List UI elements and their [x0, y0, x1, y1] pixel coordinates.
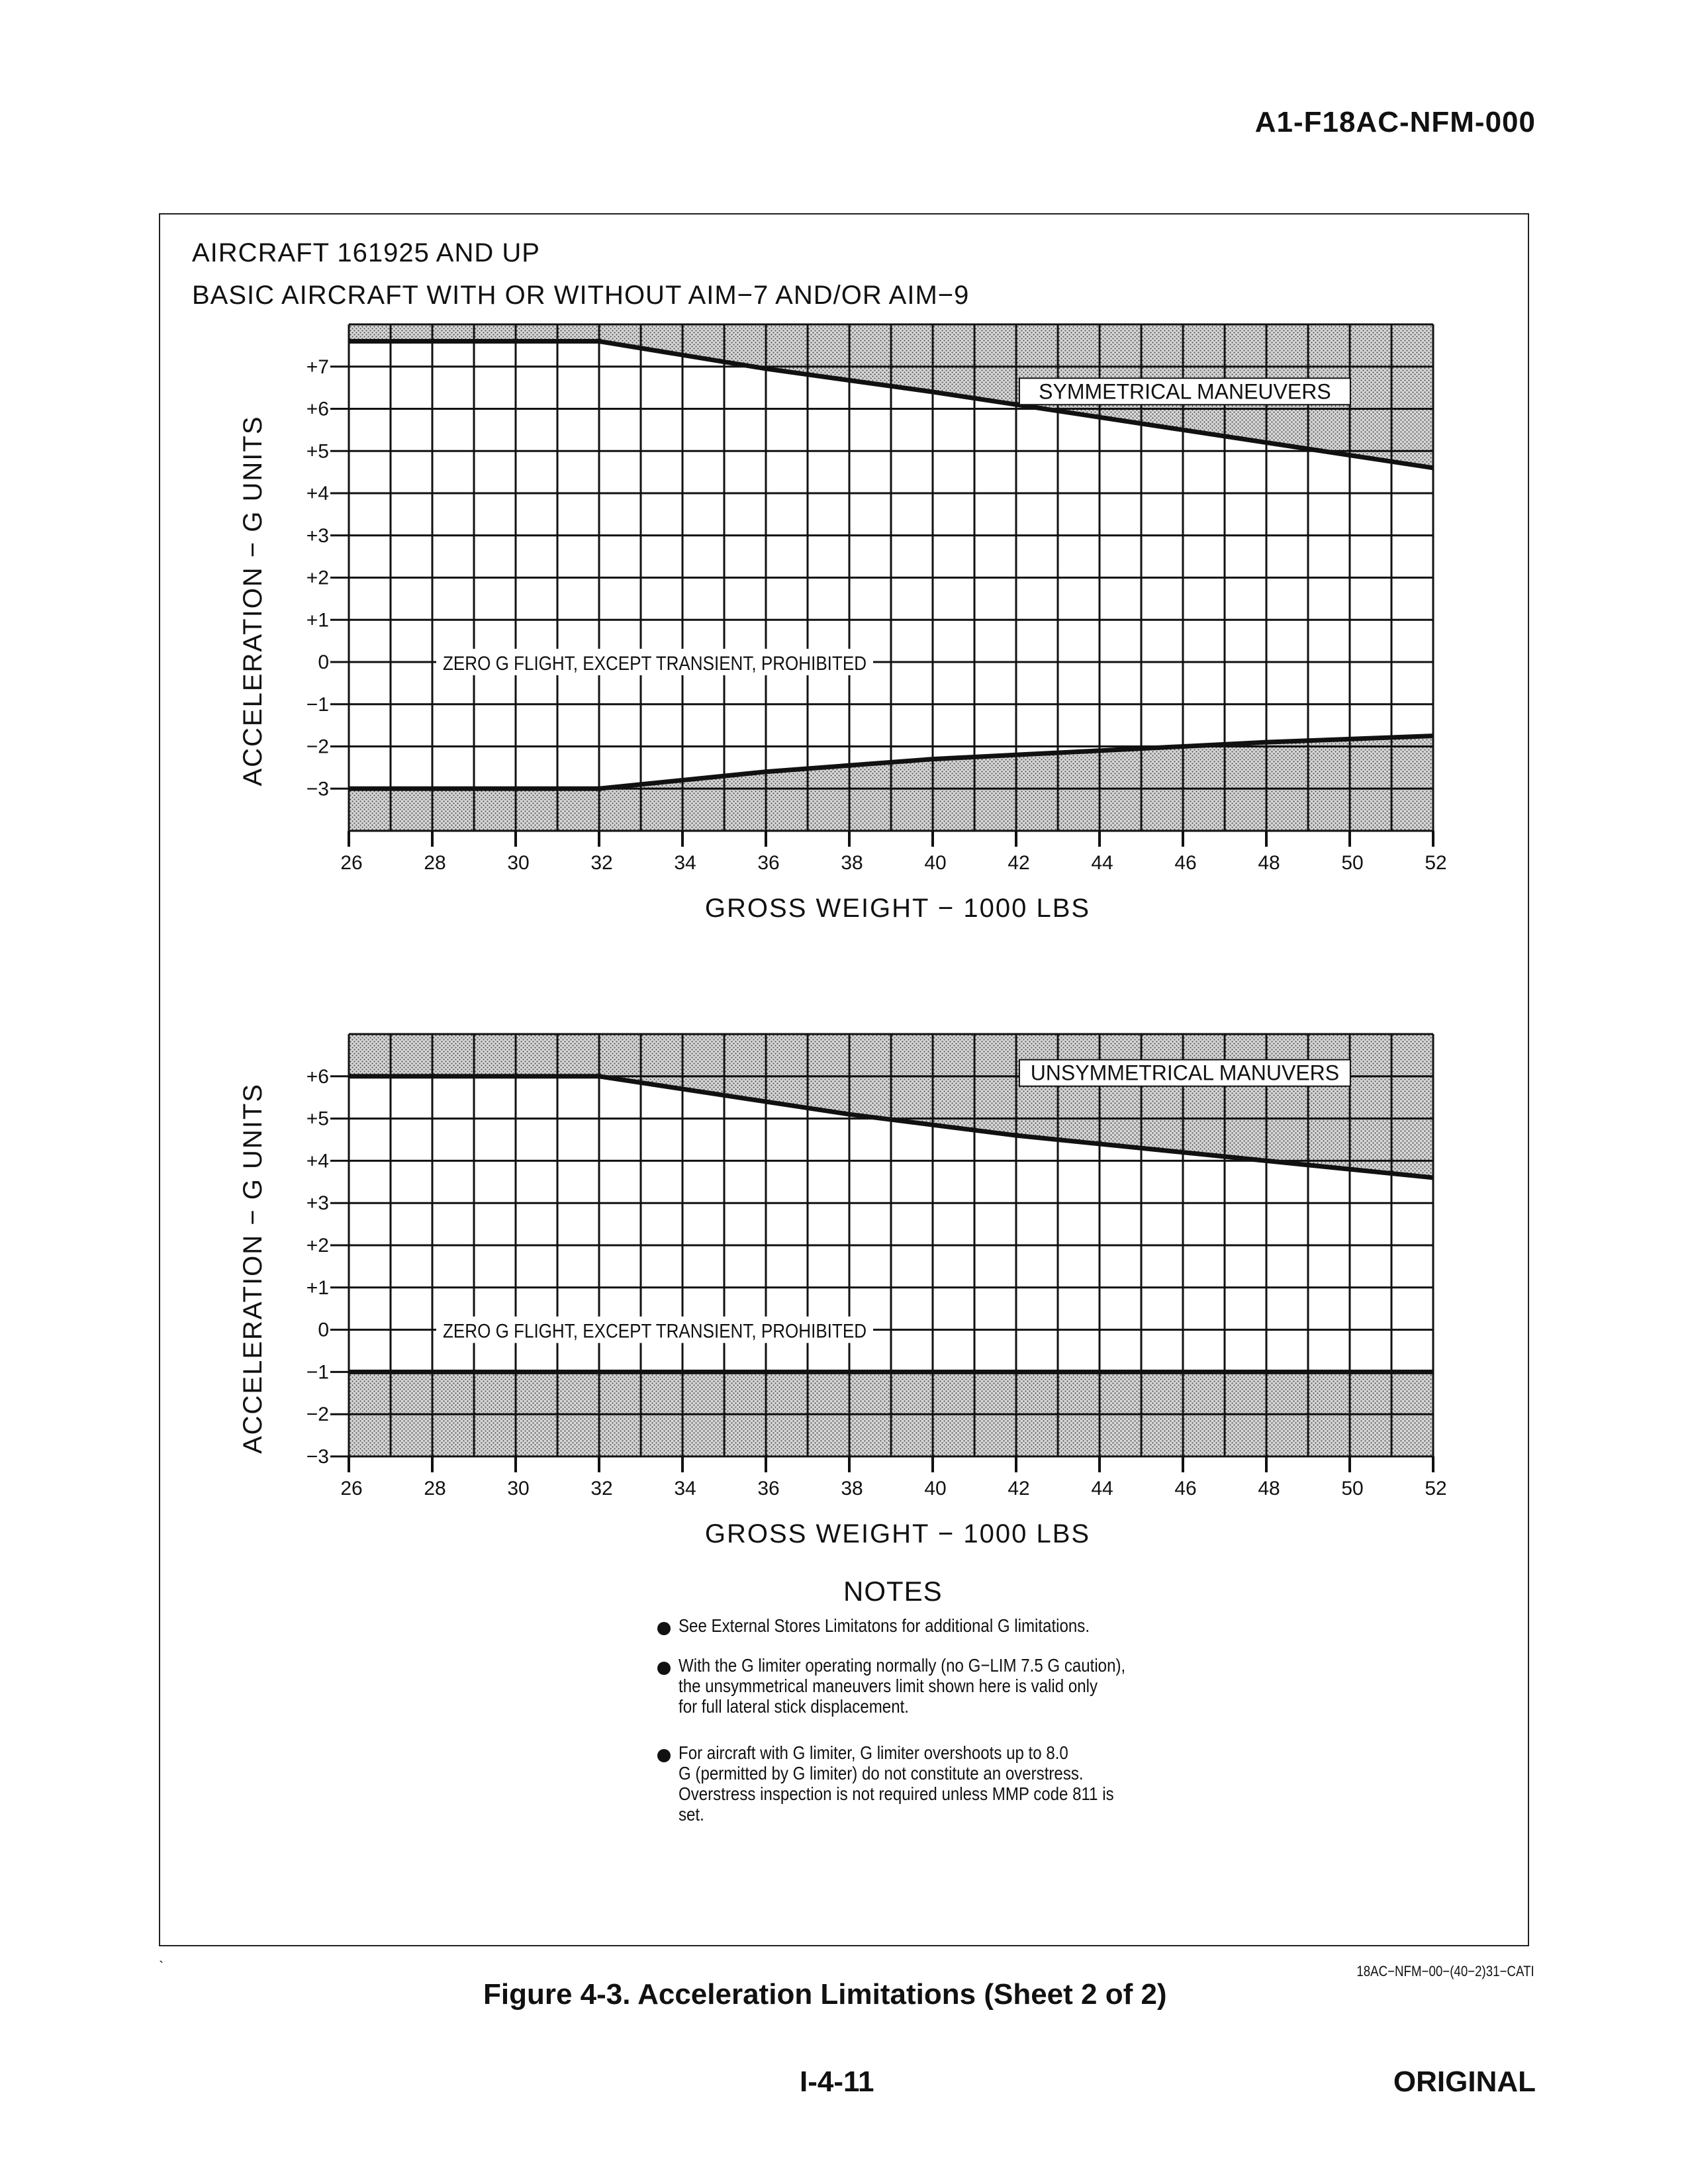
y-tick-label: +5 [306, 1108, 329, 1130]
y-tick-label: +1 [306, 1276, 329, 1299]
x-tick-label: 30 [507, 1478, 530, 1499]
note-bullet-icon [657, 1622, 671, 1635]
x-tick-label: 42 [1008, 1478, 1030, 1499]
y-tick-label: 0 [318, 1319, 329, 1341]
y-tick-label: −2 [306, 736, 329, 758]
document-id: A1-F18AC-NFM-000 [1254, 106, 1536, 138]
x-tick-label: 30 [507, 852, 530, 874]
y-tick-label: +6 [306, 398, 329, 420]
x-tick-label: 28 [424, 852, 446, 874]
y-tick-label: +1 [306, 609, 329, 632]
x-tick-label: 34 [674, 1478, 696, 1499]
y-tick-label: −1 [306, 1361, 329, 1384]
x-tick-label: 34 [674, 852, 696, 874]
x-tick-label: 52 [1425, 1478, 1447, 1499]
x-tick-label: 40 [924, 1478, 947, 1499]
zero-g-annotation: ZERO G FLIGHT, EXCEPT TRANSIENT, PROHIBITED [443, 1320, 867, 1343]
y-tick-label: +2 [306, 1235, 329, 1257]
x-tick-label: 46 [1174, 1478, 1197, 1499]
x-tick-label: 32 [590, 852, 613, 874]
y-tick-label: +4 [306, 483, 329, 504]
x-axis-title: GROSS WEIGHT − 1000 LBS [704, 1519, 1091, 1548]
x-tick-label: 40 [924, 852, 947, 874]
y-tick-label: +5 [306, 440, 329, 463]
x-tick-label: 32 [590, 1478, 613, 1499]
maneuver-label: SYMMETRICAL MANEUVERS [1039, 379, 1331, 404]
note-item: See External Stores Limitatons for additional G limitations. [679, 1615, 1090, 1636]
y-axis-title: ACCELERATION − G UNITS [238, 415, 267, 786]
x-tick-label: 26 [340, 1478, 363, 1499]
y-tick-label: −3 [306, 778, 329, 800]
y-axis-title: ACCELERATION − G UNITS [238, 1082, 267, 1454]
y-tick-label: +7 [306, 356, 329, 378]
y-tick-label: −2 [306, 1403, 329, 1426]
y-tick-label: +4 [306, 1150, 329, 1172]
x-tick-label: 48 [1258, 852, 1280, 874]
x-tick-label: 50 [1341, 852, 1364, 874]
note-item: For aircraft with G limiter, G limiter overshoots up to 8.0 G (permitted by G limiter) do not constitute an overstress. Overstress inspection is not required unless MMP code 811 is set. [679, 1742, 1114, 1825]
y-tick-label: 0 [318, 651, 329, 673]
y-tick-label: +3 [306, 524, 329, 547]
x-tick-label: 36 [757, 1478, 780, 1499]
maneuver-label: UNSYMMETRICAL MANUVERS [1030, 1061, 1340, 1085]
note-bullet-icon [657, 1749, 671, 1762]
y-tick-label: +3 [306, 1192, 329, 1215]
x-tick-label: 44 [1091, 1478, 1113, 1499]
x-tick-label: 36 [757, 852, 780, 874]
zero-g-annotation: ZERO G FLIGHT, EXCEPT TRANSIENT, PROHIBITED [443, 653, 867, 675]
scan-mark: ` [159, 1958, 164, 1975]
figure-code: 18AC−NFM−00−(40−2)31−CATI [1356, 1963, 1534, 1979]
figure-caption: Figure 4-3. Acceleration Limitations (Sheet 2 of 2) [483, 1978, 1167, 2011]
header-line-1: AIRCRAFT 161925 AND UP [192, 238, 540, 267]
x-tick-label: 50 [1341, 1478, 1364, 1499]
y-tick-label: −3 [306, 1446, 329, 1468]
y-tick-label: −1 [306, 693, 329, 716]
revision-status: ORIGINAL [1393, 2065, 1536, 2098]
x-axis-title: GROSS WEIGHT − 1000 LBS [704, 894, 1091, 923]
y-tick-label: +2 [306, 567, 329, 589]
x-tick-label: 44 [1091, 852, 1113, 874]
page-number: I-4-11 [800, 2065, 874, 2098]
note-bullet-icon [657, 1662, 671, 1675]
y-tick-label: +6 [306, 1065, 329, 1088]
x-tick-label: 28 [424, 1478, 446, 1499]
note-item: With the G limiter operating normally (no G−LIM 7.5 G caution), the unsymmetrical maneuvers limit shown here is valid only for full lateral stick displacement. [679, 1655, 1126, 1717]
x-tick-label: 48 [1258, 1478, 1280, 1499]
x-tick-label: 26 [340, 852, 363, 874]
x-tick-label: 46 [1174, 852, 1197, 874]
x-tick-label: 38 [841, 852, 863, 874]
x-tick-label: 38 [841, 1478, 863, 1499]
x-tick-label: 52 [1425, 852, 1447, 874]
x-tick-label: 42 [1008, 852, 1030, 874]
notes-title: NOTES [843, 1576, 943, 1607]
header-line-2: BASIC AIRCRAFT WITH OR WITHOUT AIM−7 AND/OR AIM−9 [192, 281, 970, 310]
